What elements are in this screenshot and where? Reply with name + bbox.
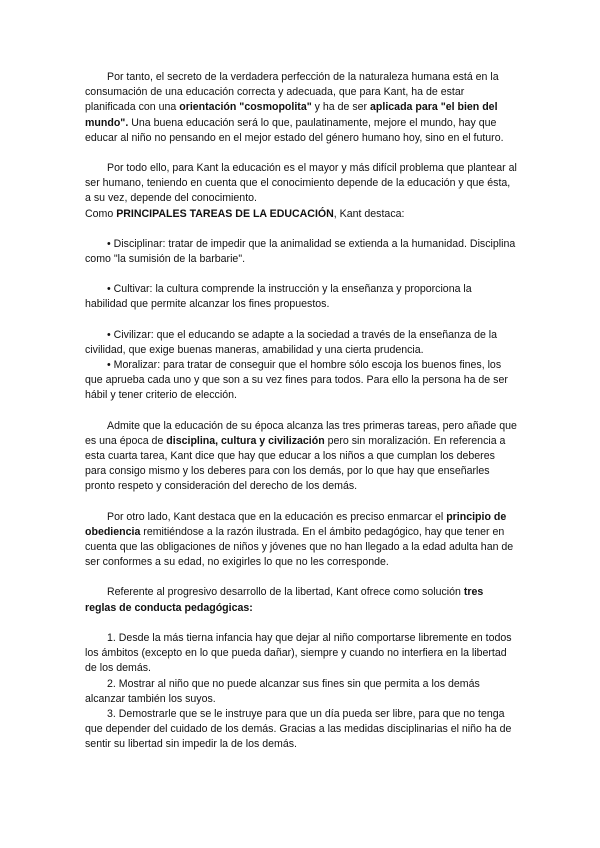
bold-text: disciplina, cultura y civilización: [166, 434, 325, 447]
text: Como: [85, 207, 117, 220]
text: Por tanto, el secreto de la verdadera perfección de la naturaleza humana está en la consumación de una educación correcta y adecuada, que para Kant, ha de estar planificada con una: [85, 71, 499, 114]
paragraph-education-problem: Por todo ello, para Kant la educación es el mayor y más difícil problema que plantear al ser humano, teniendo en cuenta que el conocimiento depende de la educación y que ésta, a su vez, depende del conocimiento.: [85, 162, 517, 205]
task-item: • Disciplinar: tratar de impedir que la animalidad se extienda a la humanidad. Disciplina como "la sumisión de la barbarie".: [85, 237, 516, 266]
bold-text: PRINCIPALES TAREAS DE LA EDUCACIÓN: [116, 207, 334, 220]
text: Una buena educación será lo que, paulatinamente, mejore el mundo, hay que educar al niño no pensando en el mejor estado del género humano hoy, sino en el futuro.: [85, 116, 504, 144]
text: Referente al progresivo desarrollo de la libertad, Kant ofrece como solución: [107, 586, 464, 599]
text: y ha de ser: [311, 101, 371, 114]
paragraph-freedom: [85, 585, 517, 615]
paragraph-perfection: [85, 70, 517, 146]
task-item: • Moralizar: para tratar de conseguir que el hombre sólo escoja los buenos fines, los que aprueba cada uno y que son a su vez fines para todos. Para ello la persona ha de ser hábil y tener criterio de elección.: [85, 359, 508, 402]
text: , Kant destaca:: [333, 207, 405, 220]
task-item: • Cultivar: la cultura comprende la instrucción y la enseñanza y proporciona la habilidad que permite alcanzar los fines propuestos.: [85, 283, 472, 311]
rule-item: 1. Desde la más tierna infancia hay que dejar al niño comportarse libremente en todos los ámbitos (excepto en lo que pueda dañar), siempre y cuando no interfiera en la libertad de los demás.: [85, 631, 512, 675]
rule-item: 2. Mostrar al niño que no puede alcanzar sus fines sin que permita a los demás alcanzar también los suyos.: [85, 677, 480, 705]
text: Admite que la educación de su época alcanza las tres primeras tareas, pero añade que es una época de: [85, 419, 517, 447]
text: pero sin moralización. En referencia a esta cuarta tarea, Kant dice que hay que educar a los niños a que cumplan los deberes para consigo mismo y los deberes para con los demás, por lo que hay que enseñarles pronto respeto y consideración del derecho de los demás.: [85, 434, 506, 493]
bold-text: principio de obediencia: [85, 510, 507, 538]
task-item: • Civilizar: que el educando se adapte a la sociedad a través de la enseñanza de la civilidad, que exige buenas maneras, amabilidad y una cierta prudencia.: [85, 328, 498, 356]
paragraph-tasks-intro: [85, 207, 517, 222]
bold-text: orientación "cosmopolita": [179, 101, 312, 114]
document-page: [85, 70, 517, 753]
paragraph-obedience: [85, 510, 517, 571]
text: remitiéndose a la razón ilustrada. En el ámbito pedagógico, hay que tener en cuenta que las obligaciones de niños y jóvenes que no han llegado a la edad adulta han de ser conformes a su edad, no exigirles lo que no les corresponde.: [85, 525, 514, 569]
rule-item: 3. Demostrarle que se le instruye para que un día pueda ser libre, para que no tenga que depender del cuidado de los demás. Gracias a las medidas disciplinarias el niño ha de sentir su libertad sin impedir la de los demás.: [85, 707, 512, 751]
bold-text: aplicada para "el bien del mundo".: [85, 101, 498, 129]
bold-text: tres reglas de conducta pedagógicas:: [85, 586, 484, 614]
paragraph-epoch: [85, 419, 517, 495]
text: Por otro lado, Kant destaca que en la educación es preciso enmarcar el: [107, 510, 447, 523]
